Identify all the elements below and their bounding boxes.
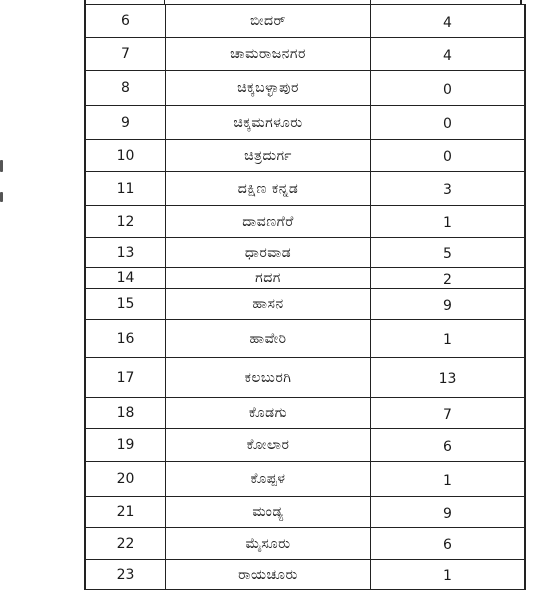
count-cell: 1: [443, 472, 452, 489]
table-row: [86, 497, 524, 528]
serial-number-cell: 11: [86, 172, 166, 205]
serial-number-cell: 21: [86, 497, 166, 527]
district-table: [84, 4, 526, 590]
serial-number-cell: 22: [86, 528, 166, 559]
district-name-cell: ಚಿಕ್ಕಮಗಳೂರು: [166, 106, 371, 139]
district-name-cell: ಮೈಸೂರು: [166, 528, 371, 559]
district-name-cell: ದಾವಣಗೆರೆ: [166, 206, 371, 237]
table-row: [86, 560, 524, 590]
count-cell: 4: [443, 14, 452, 31]
margin-mark: [0, 160, 3, 172]
district-name-cell: ಗದಗ: [166, 268, 371, 288]
margin-mark: [0, 192, 3, 202]
table-row: [86, 398, 524, 429]
district-name-cell: ಕೊಡಗು: [166, 398, 371, 428]
district-name-cell: ಹಾಸನ: [166, 289, 371, 319]
serial-number-cell: 10: [86, 140, 166, 171]
count-cell: 1: [443, 332, 452, 348]
table-row: [86, 140, 524, 172]
district-name-cell: ಚಿಕ್ಕಬಳ್ಳಾಪುರ: [166, 71, 371, 105]
district-name-cell: ಚಿತ್ರದುರ್ಗ: [166, 140, 371, 171]
count-cell: 9: [443, 505, 452, 522]
district-name-cell: ಕಲಬುರಗಿ: [166, 358, 371, 397]
district-name-cell: ಚಾಮರಾಜನಗರ: [166, 38, 371, 70]
serial-number-cell: 16: [86, 320, 166, 357]
district-name-cell: ಮಂಡ್ಯ: [166, 497, 371, 527]
table-row: [86, 206, 524, 238]
count-cell: 7: [443, 406, 452, 423]
count-cell: 6: [443, 537, 452, 553]
district-name-cell: ದಕ್ಷಿಣ ಕನ್ನಡ: [166, 172, 371, 205]
count-cell: 4: [443, 47, 452, 64]
table-row: [86, 289, 524, 320]
serial-number-cell: 17: [86, 358, 166, 397]
district-name-cell: ಬೀದರ್: [166, 5, 371, 37]
table-row: [86, 106, 524, 140]
count-cell: 9: [443, 297, 452, 314]
table-row: [86, 268, 524, 289]
table-row: [86, 462, 524, 497]
count-cell: 5: [443, 246, 452, 262]
count-cell: 1: [443, 215, 452, 231]
count-cell: 13: [438, 371, 457, 387]
serial-number-cell: 14: [86, 268, 166, 288]
table-row: [86, 358, 524, 398]
serial-number-cell: 9: [86, 106, 166, 139]
serial-number-cell: 18: [86, 398, 166, 428]
serial-number-cell: 15: [86, 289, 166, 319]
serial-number-cell: 23: [86, 560, 166, 589]
count-cell: 0: [443, 81, 452, 98]
district-name-cell: ಧಾರವಾಡ: [166, 238, 371, 267]
table-row: [86, 4, 524, 38]
serial-number-cell: 12: [86, 206, 166, 237]
serial-number-cell: 6: [86, 5, 166, 37]
serial-number-cell: 19: [86, 429, 166, 461]
serial-number-cell: 13: [86, 238, 166, 267]
table-row: [86, 429, 524, 462]
district-name-cell: ಕೊಪ್ಪಳ: [166, 462, 371, 496]
table-row: [86, 71, 524, 106]
count-cell: 0: [443, 149, 452, 165]
serial-number-cell: 20: [86, 462, 166, 496]
district-name-cell: ರಾಯಚೂರು: [166, 560, 371, 589]
table-row: [86, 172, 524, 206]
count-cell: 3: [443, 182, 452, 198]
district-name-cell: ಹಾವೇರಿ: [166, 320, 371, 357]
serial-number-cell: 8: [86, 71, 166, 105]
table-row: [86, 238, 524, 268]
count-cell: 1: [443, 568, 452, 584]
table-row: [86, 528, 524, 560]
count-cell: 2: [443, 271, 452, 288]
table-row: [86, 320, 524, 358]
count-cell: 0: [443, 116, 452, 132]
table-row: [86, 38, 524, 71]
district-name-cell: ಕೋಲಾರ: [166, 429, 371, 461]
count-cell: 6: [443, 438, 452, 455]
serial-number-cell: 7: [86, 38, 166, 70]
